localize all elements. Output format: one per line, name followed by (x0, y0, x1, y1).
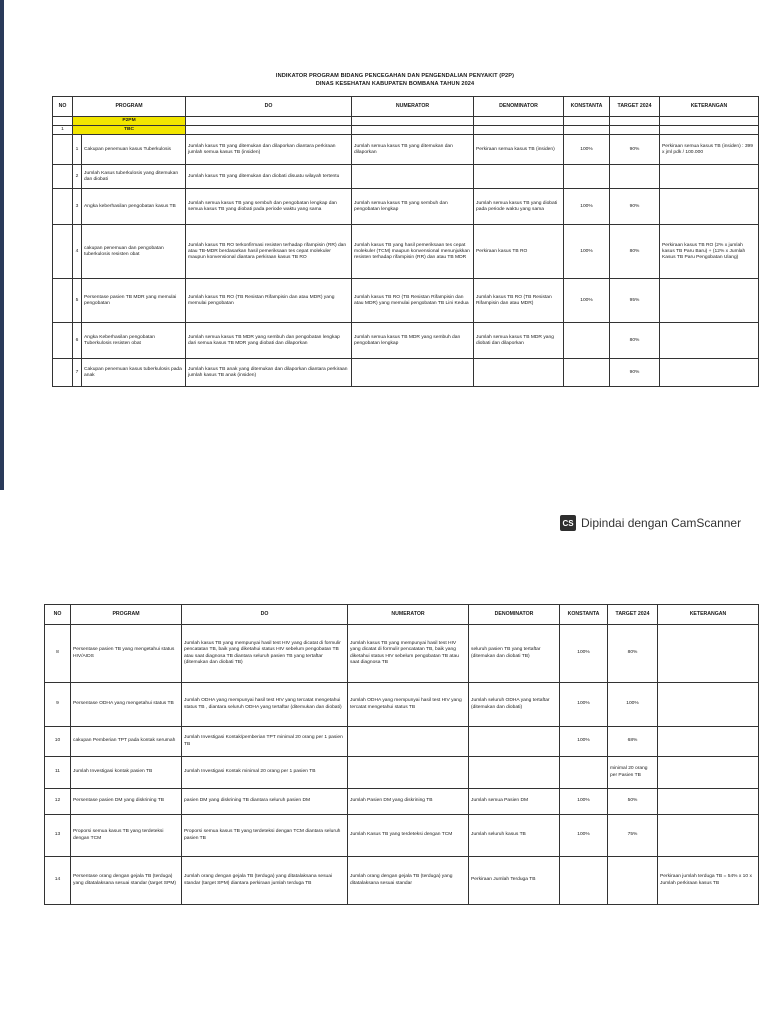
document-title: INDIKATOR PROGRAM BIDANG PENCEGAHAN DAN PENGENDALIAN PENYAKIT (P2P) (275, 73, 515, 79)
row-denominator: Jumlah semua kasus TB yang diobati pada periode waktu yang sama (474, 189, 564, 225)
row-do: Jumlah Investigasi Kontak minimal 20 orang per 1 pasien TB (182, 757, 348, 789)
header-do: DO (182, 605, 348, 625)
row-target: 80% (610, 323, 660, 359)
row-no: 13 (45, 815, 71, 857)
row-denominator: Perkiraan Jumlah Terduga TB (469, 857, 560, 905)
indicator-table-page2 (44, 604, 759, 905)
section-tbc: TBC (73, 126, 186, 135)
row-do: Jumlah kasus TB RO (TB Resistan Rifampisin dan atau MDR) yang memulai pengobatan (186, 279, 352, 323)
row-keterangan (658, 727, 759, 757)
row-numerator: Jumlah orang dengan gejala TB (terduga) yang ditatalaksana sesuai standar (348, 857, 469, 905)
row-numerator: Jumlah semua kasus TB yang sembuh dan pengobatan lengkap (352, 189, 474, 225)
row-denominator: seluruh pasien TB yang tertaftar (ditemukan dan diobati TB) (469, 625, 560, 683)
table-row (45, 683, 759, 727)
row-target: 100% (608, 683, 658, 727)
camscanner-watermark (560, 510, 760, 536)
row-numerator (348, 727, 469, 757)
table-row (53, 189, 759, 225)
row-target: 95% (610, 279, 660, 323)
row-do: Jumlah semua kasus TB MDR yang sembuh dan pengobatan lengkap dari semua kasus TB MDR yang diobati dan dilaporkan (186, 323, 352, 359)
row-target: 68% (608, 727, 658, 757)
row-target: 80% (608, 625, 658, 683)
row-denominator: Jumlah semua Pasien DM (469, 789, 560, 815)
table-header (53, 97, 759, 117)
row-program: Persentase orang dengan gejala TB (terduga) yang ditatalaksana sesuai standar (target SPM) (71, 857, 182, 905)
row-denominator: Jumlah kasus TB RO (TB Resistan Rifampisin dan atau MDR) (474, 279, 564, 323)
row-numerator: Jumlah ODHA yang mempunyai hasil test HIV yang tercatat mengetahui status TB (348, 683, 469, 727)
row-do: Jumlah orang dengan gejala TB (terduga) yang ditatalaksana sesuai standar (target SPM) diantara perkiraan jumlah terduga TB (182, 857, 348, 905)
header-target: TARGET 2024 (610, 97, 660, 117)
row-program: Cakupan penemuan kasus Tuberkulosis (82, 135, 186, 165)
row-no: 6 (73, 323, 82, 359)
row-numerator (352, 165, 474, 189)
row-numerator: Jumlah semua kasus TB yang ditemukan dan dilaporkan (352, 135, 474, 165)
row-program: Jumlah Kasus tuberkulosis yang ditemukan dan diobati (82, 165, 186, 189)
row-no: 4 (73, 225, 82, 279)
table-row (53, 225, 759, 279)
row-denominator: Jumlah seluruh ODHA yang tertaftar (ditemukan dan diobati) (469, 683, 560, 727)
row-denominator (474, 165, 564, 189)
row-target: 80% (610, 225, 660, 279)
table-row (45, 815, 759, 857)
header-keterangan: KETERANGAN (658, 605, 759, 625)
row-konstanta: 100% (564, 189, 610, 225)
row-denominator (474, 359, 564, 387)
row-no: 9 (45, 683, 71, 727)
camscanner-text: Dipindai dengan CamScanner (581, 516, 742, 530)
row-no: 14 (45, 857, 71, 905)
header-no: NO (53, 97, 73, 117)
row-no: 3 (73, 189, 82, 225)
row-numerator (352, 359, 474, 387)
header-program: PROGRAM (71, 605, 182, 625)
row-keterangan (658, 815, 759, 857)
row-program: cakupan Pemberian TPT pada kontak serumah (71, 727, 182, 757)
row-konstanta (560, 757, 608, 789)
section-p2pm: P2PM (73, 117, 186, 126)
row-numerator: Jumlah Kasus TB yang terdeteksi dengan TCM (348, 815, 469, 857)
header-no: NO (45, 605, 71, 625)
row-keterangan (658, 683, 759, 727)
row-konstanta: 100% (564, 225, 610, 279)
row-denominator (469, 757, 560, 789)
header-denominator: DENOMINATOR (474, 97, 564, 117)
table-header (45, 605, 759, 625)
row-target (608, 857, 658, 905)
camscanner-logo-icon: CS (560, 515, 576, 531)
indicator-table-page1 (52, 96, 759, 387)
row-denominator: Jumlah seluruh kasus TB (469, 815, 560, 857)
table-row (53, 279, 759, 323)
row-keterangan (660, 323, 759, 359)
header-numerator: NUMERATOR (348, 605, 469, 625)
row-do: Jumlah kasus TB RO terkonfirmasi resisten terhadap rifampisin (RR) dan atau TB-MDR berdasarkan hasil pemeriksaan tes cepat molekuler maupun konvensional diantara perkiraan kasus TB RO (186, 225, 352, 279)
row-do: Jumlah semua kasus TB yang sembuh dan pengobatan lengkap dan semua kasus TB yang diobati pada periode waktu yang sama (186, 189, 352, 225)
row-keterangan: Perkiraan semua kasus TB (insiden) : 399 x jml pdk / 100.000 (660, 135, 759, 165)
header-numerator: NUMERATOR (352, 97, 474, 117)
row-no: 7 (73, 359, 82, 387)
header-konstanta: KONSTANTA (564, 97, 610, 117)
row-program: Persentase pasien TB MDR yang memulai pengobatan (82, 279, 186, 323)
table-row (45, 727, 759, 757)
table-row (45, 789, 759, 815)
table-row (53, 359, 759, 387)
header-target: TARGET 2024 (608, 605, 658, 625)
row-do: Jumlah kasus TB yang mempunyai hasil test HIV yang dicatat di formulir pencatatan TB, baik yang diketahui status HIV sebelum pengobatan TB atau saat diagnosa TB diantara seluruh pasien TB yang tertaftar (ditemukan dan diobati TB) (182, 625, 348, 683)
row-target: 90% (610, 359, 660, 387)
row-konstanta (564, 359, 610, 387)
row-keterangan (660, 359, 759, 387)
row-numerator: Jumlah kasus TB yang hasil pemeriksaan tes cepat molekuler (TCM) maupun konvensional menunjukkan resisten terhadap rifampisin (RR) dan atau TB MDR (352, 225, 474, 279)
section-row-p2pm (53, 117, 759, 126)
header-keterangan: KETERANGAN (660, 97, 759, 117)
row-program: Cakupan penemuan kasus tuberkulosis pada anak (82, 359, 186, 387)
row-numerator (348, 757, 469, 789)
row-keterangan (658, 625, 759, 683)
header-konstanta: KONSTANTA (560, 605, 608, 625)
table-row (53, 323, 759, 359)
row-target: minimal 20 orang per Pasien TB (608, 757, 658, 789)
row-no: 8 (45, 625, 71, 683)
row-do: Proporsi semua kasus TB yang terdeteksi dengan TCM diantara seluruh pasien TB (182, 815, 348, 857)
row-keterangan: Perkiraan jumlah terduga TB = 54% x 10 x Jumlah perkiraan kasus TB (658, 857, 759, 905)
row-program: cakupan penemuan dan pengobatan tuberkulosis resisten obat (82, 225, 186, 279)
row-target: 90% (610, 189, 660, 225)
row-do: Jumlah kasus TB anak yang ditemukan dan dilaporkan diantara perkiraan jumlah kasus TB anak (insiden) (186, 359, 352, 387)
row-do: Jumlah ODHA yang mempunyai hasil test HIV yang tercatat mengetahui status TB , diantara seluruh ODHA yang tertaftar (ditemukan dan diobati) (182, 683, 348, 727)
row-konstanta (560, 857, 608, 905)
row-denominator: Perkiraan kasus TB RO (474, 225, 564, 279)
row-program: Persentase ODHA yang mengetahui status TB (71, 683, 182, 727)
row-numerator: Jumlah Pasien DM yang diskrining TB (348, 789, 469, 815)
row-konstanta (564, 323, 610, 359)
row-target: 50% (608, 789, 658, 815)
row-numerator: Jumlah semua kasus TB MDR yang sembuh dan pengobatan lengkap (352, 323, 474, 359)
section-row-tbc (53, 126, 759, 135)
row-keterangan: Perkiraan kasus TB RO (2% x jumlah kasus TB Paru Baru) + (12% x Jumlah Kasus TB Paru Pengobatan Ulang) (660, 225, 759, 279)
header-program: PROGRAM (73, 97, 186, 117)
row-do: Jumlah kasus TB yang ditemukan dan dilaporkan diantara perkiraan jumlah semua kasus TB (insiden) (186, 135, 352, 165)
page-edge (0, 0, 4, 490)
row-no: 12 (45, 789, 71, 815)
header-denominator: DENOMINATOR (469, 605, 560, 625)
row-denominator (469, 727, 560, 757)
row-konstanta (564, 165, 610, 189)
row-do: Jumlah Investigasi Kontak/pemberian TPT minimal 20 orang per 1 pasien TB (182, 727, 348, 757)
row-do: pasien DM yang diskrining TB diantara seluruh pasien DM (182, 789, 348, 815)
row-denominator: Jumlah semua kasus TB MDR yang diobati dan dilaporkan (474, 323, 564, 359)
row-keterangan (660, 165, 759, 189)
row-program: Jumlah Investigasi kontak pasien TB (71, 757, 182, 789)
row-konstanta: 100% (564, 279, 610, 323)
row-numerator: Jumlah kasus TB RO (TB Resistan Rifampisin dan atau MDR) yang memulai pengobatan TB Lini Kedua (352, 279, 474, 323)
row-konstanta: 100% (560, 727, 608, 757)
header-do: DO (186, 97, 352, 117)
row-no: 5 (73, 279, 82, 323)
row-no: 11 (45, 757, 71, 789)
row-target (610, 165, 660, 189)
row-keterangan (658, 789, 759, 815)
row-no: 10 (45, 727, 71, 757)
row-konstanta: 100% (560, 815, 608, 857)
row-keterangan (660, 189, 759, 225)
section-no: 1 (53, 126, 73, 135)
row-do: Jumlah kasus TB yang ditemukan dan diobati disuatu wilayah tertentu (186, 165, 352, 189)
row-program: Persentase pasien DM yang diskrining TB (71, 789, 182, 815)
row-numerator: Jumlah kasus TB yang mempunyai hasil test HIV yang dicatat di formulir pencatatan TB, baik yang diketahui status HIV sebelum pengobatan TB atau saat diagnosa TB (348, 625, 469, 683)
row-program: Angka Keberhasilan pengobatan Tuberkulosis resisten obat (82, 323, 186, 359)
row-keterangan (660, 279, 759, 323)
row-konstanta: 100% (560, 683, 608, 727)
table-row (45, 757, 759, 789)
table-row (53, 165, 759, 189)
row-konstanta: 100% (560, 625, 608, 683)
table-row (45, 625, 759, 683)
row-no: 2 (73, 165, 82, 189)
row-no: 1 (73, 135, 82, 165)
document-subtitle: DINAS KESEHATAN KABUPATEN BOMBANA TAHUN 2024 (315, 81, 475, 87)
row-program: Angka keberhasilan pengobatan kasus TB (82, 189, 186, 225)
row-program: Persentase pasien TB yang mengetahui status HIV/AIDS (71, 625, 182, 683)
row-keterangan (658, 757, 759, 789)
row-konstanta: 100% (564, 135, 610, 165)
row-program: Proporsi semua kasus TB yang terdeteksi dengan TCM (71, 815, 182, 857)
table-row (45, 857, 759, 905)
row-konstanta: 100% (560, 789, 608, 815)
row-denominator: Perkiraan semua kasus TB (insiden) (474, 135, 564, 165)
table-row (53, 135, 759, 165)
row-target: 75% (608, 815, 658, 857)
row-target: 90% (610, 135, 660, 165)
